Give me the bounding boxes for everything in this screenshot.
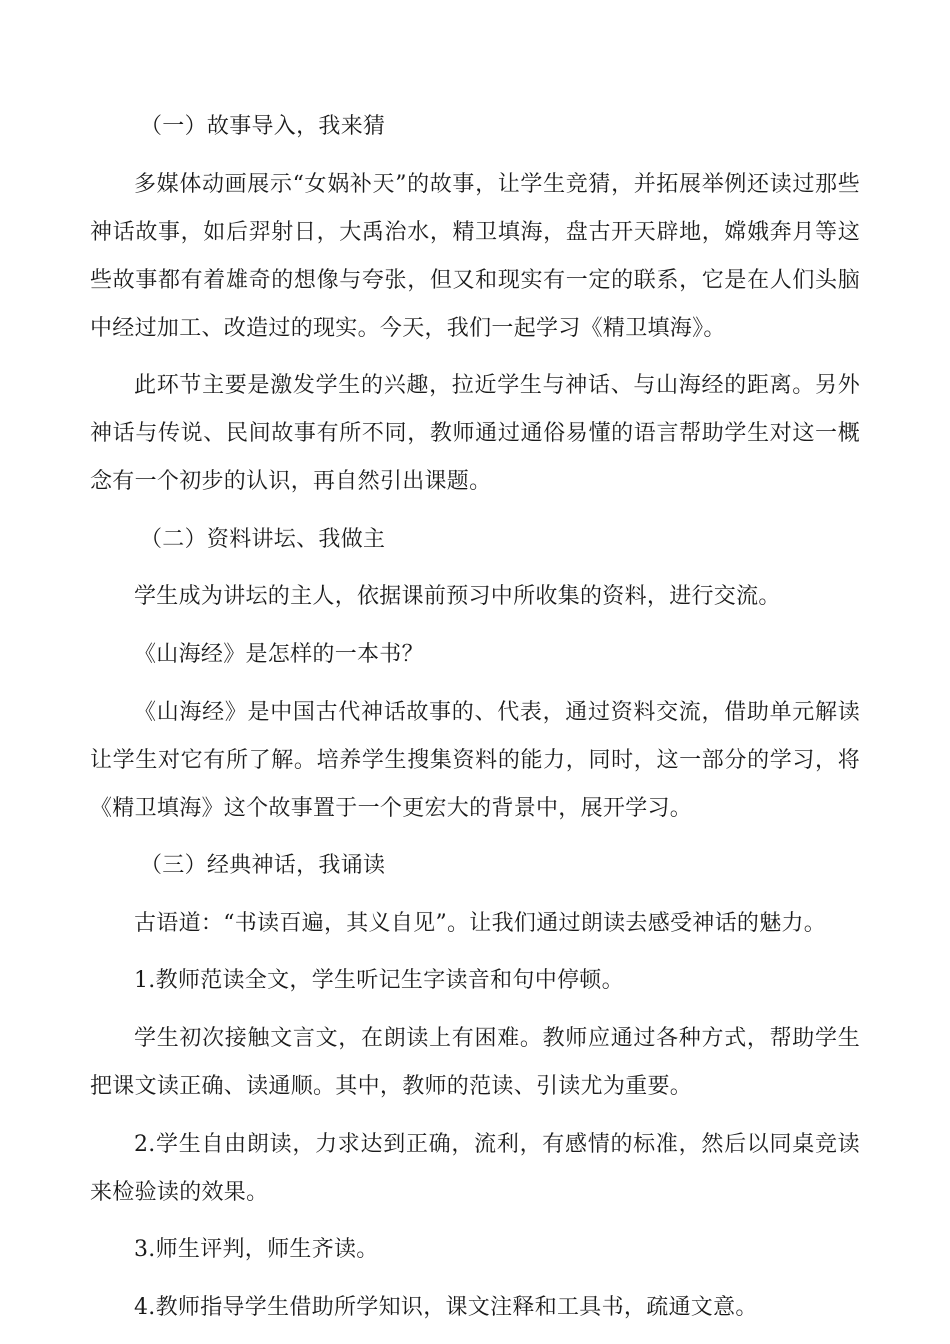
paragraph-story-intro: 多媒体动画展示“女娲补天”的故事，让学生竞猜，并拓展举例还读过那些神话故事，如后羿射日，大禹治水，精卫填海，盘古开天辟地，嫦娥奔月等这些故事都有着雄奇的想像与夸张，但又和现实有一定的联系，它是在人们头脑中经过加工、改造过的现实。今天，我们一起学习《精卫填海》。 <box>90 171 860 341</box>
paragraph-shanhaijing-answer: 《山海经》是中国古代神话故事的、代表，通过资料交流，借助单元解读让学生对它有所了解。培养学生搜集资料的能力，同时，这一部分的学习，将《精卫填海》这个故事置于一个更宏大的背景中，展开学习。 <box>90 699 860 821</box>
paragraph-resources-exchange: 学生成为讲坛的主人，依据课前预习中所收集的资料，进行交流。 <box>134 584 781 610</box>
list-item-step-3: 3.师生评判，师生齐读。 <box>134 1237 379 1263</box>
document-page <box>90 103 860 1341</box>
list-item-step-2: 2.学生自由朗读，力求达到正确，流利，有感情的标准，然后以同桌竞读来检验读的效果。 <box>90 1131 860 1205</box>
paragraph-step-1-note: 学生初次接触文言文，在朗读上有困难。教师应通过各种方式，帮助学生把课文读正确、读通顺。其中，教师的范读、引读尤为重要。 <box>90 1025 860 1099</box>
section-heading-resources: （二）资料讲坛、我做主 <box>140 526 386 552</box>
paragraph-proverb: 古语道：“书读百遍，其义自见”。让我们通过朗读去感受神话的魅力。 <box>134 910 827 936</box>
list-item-step-1: 1.教师范读全文，学生听记生字读音和句中停顿。 <box>134 968 624 994</box>
section-heading-story-intro: （一）故事导入，我来猜 <box>140 114 386 139</box>
list-item-step-4: 4.教师指导学生借助所学知识，课文注释和工具书，疏通文意。 <box>134 1294 758 1320</box>
paragraph-intro-purpose: 此环节主要是激发学生的兴趣，拉近学生与神话、与山海经的距离。另外神话与传说、民间故事有所不同，教师通过通俗易懂的语言帮助学生对这一概念有一个初步的认识，再自然引出课题。 <box>90 373 860 495</box>
section-heading-recitation: （三）经典神话，我诵读 <box>140 853 386 879</box>
paragraph-shanhaijing-question: 《山海经》是怎样的一本书？ <box>134 641 424 667</box>
